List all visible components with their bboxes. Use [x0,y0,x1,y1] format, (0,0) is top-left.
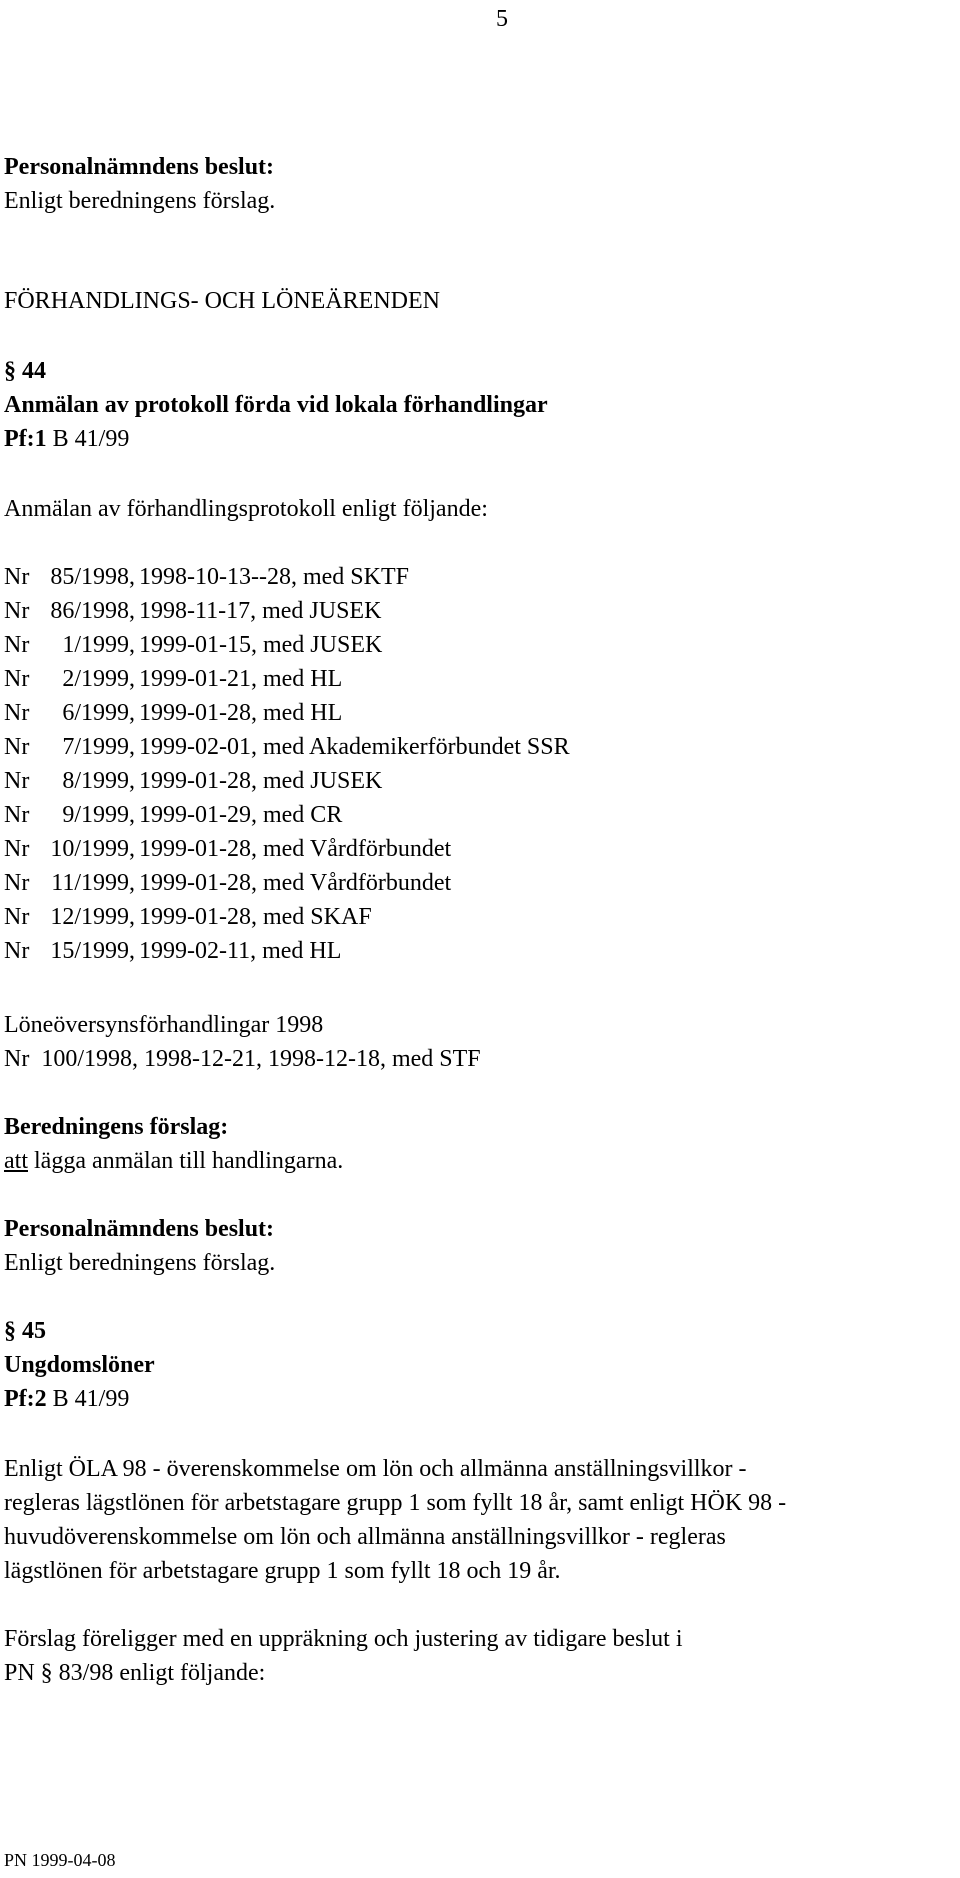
item-45-pf [4,1382,129,1416]
protocol-row [4,628,904,662]
pf-ref: B 41/99 [46,426,130,452]
proposal-text: lägga anmälan till handlingarna. [28,1148,344,1174]
protocol-row [4,662,904,696]
decision-heading-1: Personalnämndens beslut: [4,154,275,180]
item-45-number-line [4,1314,46,1348]
protocol-prefix: Nr [4,598,30,624]
protocol-details: 1999-02-01, med Akademikerförbundet SSR [139,734,570,760]
protocol-prefix: Nr [4,700,30,726]
protocol-details: 1999-01-28, med JUSEK [139,768,383,794]
protocol-prefix: Nr [4,836,30,862]
protocol-number: 1/1999, [62,632,135,658]
protocol-row [4,900,904,934]
item-44-number-line [4,354,46,388]
protocol-number: 11/1999, [51,870,135,896]
protocol-prefix: Nr [4,666,30,692]
protocol-row [4,594,904,628]
protocol-prefix: Nr [4,802,30,828]
protocol-row [4,730,904,764]
protocol-number: 10/1999, [50,836,135,862]
protocol-row [4,832,904,866]
protocol-details: 1999-01-15, med JUSEK [139,632,383,658]
decision-text-1: Enligt beredningens förslag. [4,188,276,214]
item-45-proposal-line-2: PN § 83/98 enligt följande: [4,1660,266,1686]
salary-review-heading: Löneöversynsförhandlingar 1998 [4,1012,324,1038]
protocol-details: 1999-01-29, med CR [139,802,343,828]
protocol-prefix: Nr [4,632,30,658]
pf-label: Pf:1 [4,426,47,452]
item-45-para-line-2: regleras lägstlönen för arbetstagare grupp 1 som fyllt 18 år, samt enligt HÖK 98 - [4,1490,787,1516]
protocol-row [4,866,904,900]
page-number: 5 [496,6,508,32]
item-45-para-line-1: Enligt ÖLA 98 - överenskommelse om lön och allmänna anställningsvillkor - [4,1456,747,1482]
salary-review-line: Nr 100/1998, 1998-12-21, 1998-12-18, med STF [4,1046,481,1072]
protocol-row [4,798,904,832]
item-45-proposal-line-1: Förslag föreligger med en uppräkning och justering av tidigare beslut i [4,1626,683,1652]
proposal-att: att [4,1148,28,1174]
protocol-details: 1998-11-17, med JUSEK [139,598,382,624]
protocol-number: 15/1999, [50,938,135,964]
item-45-number: 45 [22,1318,46,1344]
protocol-number: 8/1999, [62,768,135,794]
protocol-details: 1999-02-11, med HL [139,938,342,964]
protocol-details: 1998-10-13--28, med SKTF [139,564,409,590]
protocol-prefix: Nr [4,734,30,760]
item-44-title: Anmälan av protokoll förda vid lokala förhandlingar [4,392,548,418]
protocol-details: 1999-01-28, med HL [139,700,343,726]
protocol-prefix: Nr [4,870,30,896]
protocol-prefix: Nr [4,938,30,964]
item-44-intro: Anmälan av förhandlingsprotokoll enligt följande: [4,496,488,522]
protocol-details: 1999-01-28, med SKAF [139,904,372,930]
protocol-number: 6/1999, [62,700,135,726]
item-45-para-line-3: huvudöverenskommelse om lön och allmänna anställningsvillkor - regleras [4,1524,726,1550]
protocol-row [4,696,904,730]
pf-ref: B 41/99 [46,1386,130,1412]
protocol-number: 86/1998, [50,598,135,624]
decision-text-2: Enligt beredningens förslag. [4,1250,276,1276]
section-heading: FÖRHANDLINGS- OCH LÖNEÄRENDEN [4,288,440,314]
item-44-number: 44 [22,358,46,384]
protocol-details: 1999-01-28, med Vårdförbundet [139,836,452,862]
proposal-line [4,1144,343,1178]
protocol-details: 1999-01-28, med Vårdförbundet [139,870,452,896]
protocol-number: 2/1999, [62,666,135,692]
protocol-number: 85/1998, [50,564,135,590]
protocol-number: 7/1999, [62,734,135,760]
protocol-prefix: Nr [4,768,30,794]
section-symbol: § [4,358,16,384]
protocol-row [4,560,904,594]
protocol-number: 12/1999, [50,904,135,930]
decision-heading-2: Personalnämndens beslut: [4,1216,275,1242]
item-44-pf [4,422,129,456]
pf-label: Pf:2 [4,1386,47,1412]
item-45-title: Ungdomslöner [4,1352,155,1378]
protocol-details: 1999-01-21, med HL [139,666,343,692]
item-45-para-line-4: lägstlönen för arbetstagare grupp 1 som fyllt 18 och 19 år. [4,1558,561,1584]
proposal-heading: Beredningens förslag: [4,1114,229,1140]
protocol-row [4,934,904,968]
section-symbol: § [4,1318,16,1344]
protocol-prefix: Nr [4,564,30,590]
protocol-row [4,764,904,798]
page-footer: PN 1999-04-08 [4,1850,116,1870]
protocol-prefix: Nr [4,904,30,930]
protocol-number: 9/1999, [62,802,135,828]
